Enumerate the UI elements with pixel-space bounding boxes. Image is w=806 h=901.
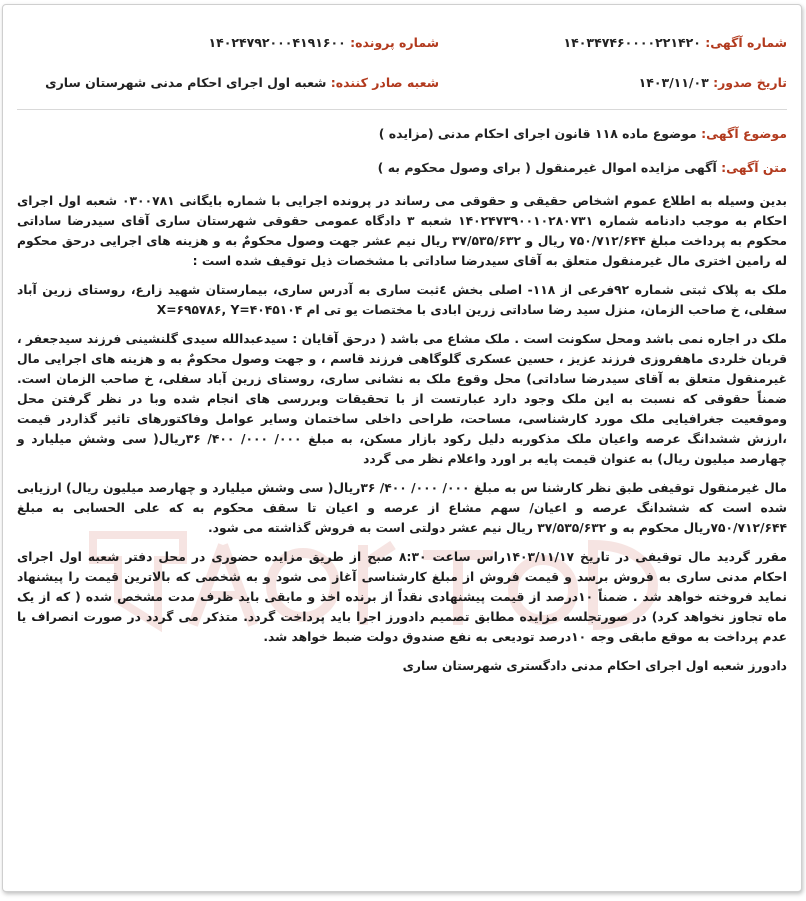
paragraph-status: ملک در اجاره نمی باشد ومحل سکونت است . ملک مشاع می باشد ( درحق آقایان : سیدعبدالله سیدی گلنشینی فرزند سیدجعفر ، قربان خلردی ماهفروزی فرزند عزیز ، حسین عسکری گلوگاهی فرزند قاسم ، و جهت وصول محکومٌ به و هزینه های اجرایی مال غیرمنقول متعلق به آقای سیدرضا ساداتی) محل وقوع ملک به نشانی ساری، روستای زرین آباد سفلی، خ صاحب الزمان است. ضمناً حقوقی که نسبت به این ملک وجود دارد عبارتست از با تحقیقات وبررسی های انجام شده وبا در نظر گرفتن محل وموقعیت جغرافیایی ملک مورد کارشناسی، مساحت، طراحی داخلی ساختمان وسایر عوامل وفاکتورهای تاثیر گذاردر قیمت ،ارزش ششدانگ عرصه واعیان ملک مذکوربه دلیل رکود بازار مسکن، به مبلغ ۰۰۰/ ۰۰۰/ ۴۰۰/ ۳۶ریال( سی وشش میلیارد و چهارصد میلیون ریال) به عنوان قیمت پایه بر اورد واعلام نظر می گردد: [17, 332, 787, 466]
subject: [379, 126, 787, 141]
notice-body: [17, 191, 787, 685]
issue-date: [639, 75, 787, 90]
notice-number: [564, 35, 787, 50]
notice-text-title: [378, 160, 787, 175]
paragraph-signature: دادورز شعبه اول اجرای احکام مدنی دادگستری شهرستان ساری: [402, 659, 787, 673]
issuer-label: شعبه صادر کننده:: [330, 75, 439, 90]
issue-date-label: تاریخ صدور:: [713, 75, 787, 90]
paragraph-intro: بدین وسیله به اطلاع عموم اشخاص حقیقی و حقوقی می رساند در پرونده اجرایی با شماره بایگانی ۰۳۰۰۷۸۱ شعبه اول اجرای احکام به موجب دادنامه شماره ۱۴۰۲۴۷۳۹۰۰۱۰۲۸۰۷۳۱ شعبه ۳ دادگاه عمومی حقوقی شهرستان ساری آقای سیدرضا ساداتی محکوم به پرداخت مبلغ ۷۵۰/۷۱۲/۶۴۴ ریال و ۳۷/۵۳۵/۶۳۲ ریال نیم عشر جهت وصول محکومٌ به و هزینه های اجرایی درحق محکوم له رامین اختری مال غیرمنقول متعلق به آقای سیدرضا ساداتی با مشخصات ذیل توقیف شده است :: [17, 194, 787, 268]
paragraph-valuation: مال غیرمنقول توقیفی طبق نظر کارشنا س به مبلغ ۰۰۰/ ۰۰۰/ ۴۰۰/ ۳۶ریال( سی وشش میلیارد و چهارصد میلیون ریال) ارزیابی شده است که ششدانگ عرصه و اعیان/ سهم مشاع از عرصه و اعیان تا سقف محکوم به که علی الحسابی به مبلغ ۷۵۰/۷۱۲/۶۴۴ریال محکوم به و ۳۷/۵۳۵/۶۳۲ ریال نیم عشر دولتی است به فروش گذاشته می شود.: [17, 481, 787, 535]
issuer: [45, 75, 439, 90]
notice-number-value: ۱۴۰۳۴۷۴۶۰۰۰۰۲۲۱۴۲۰: [563, 35, 701, 50]
subject-value: موضوع ماده ۱۱۸ قانون اجرای احکام مدنی (مزایده ): [378, 126, 697, 141]
notice-card: [2, 4, 802, 892]
divider: [17, 109, 787, 110]
paragraph-auction: مقرر گردید مال توقیفی در تاریخ ۱۴۰۳/۱۱/۱۷راس ساعت ۸:۳۰ صبح از طریق مزایده حضوری در محل دفتر شعبه اول اجرای احکام مدنی ساری به فروش برسد و قیمت فروش از مبلغ کارشناسی آغاز می شود و به شخصی که بالاترین قیمت را پیشنهاد نماید فروخته خواهد شد . ضمناً ۱۰درصد از قیمت پیشنهادی نقداً از برنده اخذ و مابقی باید ظرف مدت مشخص شده ( که از یک ماه تجاوز نخواهد کرد) در صورتجلسه مزایده مطابق تصمیم دادورز اجرا باید پرداخت گردد. متذکر می گردد در صورت انصراف یا عدم پرداخت به موقع مابقی وجه ۱۰درصد تودیعی به نفع صندوق دولت ضبط خواهد شد.: [17, 550, 787, 644]
case-number: [208, 35, 439, 50]
notice-number-label: شماره آگهی:: [705, 35, 787, 50]
notice-text-heading: آگهی مزایده اموال غیرمنقول ( برای وصول محکوم به ): [377, 160, 717, 175]
issuer-value: شعبه اول اجرای احکام مدنی شهرستان ساری: [45, 75, 327, 90]
case-number-label: شماره پرونده:: [350, 35, 439, 50]
subject-label: موضوع آگهی:: [701, 126, 787, 141]
paragraph-property: ملک به پلاک ثبتی شماره ۹۲فرعی از ۱۱۸- اصلی بخش ٤ثبت ساری به آدرس ساری، بیمارستان شهید زارع، روستای زرین آباد سفلی، خ صاحب الزمان، منزل سید رضا ساداتی زرین ابادی با مختصات یو تی ام X=۶۹۵۷۸۶, Y=۴۰۴۵۱۰۴: [17, 283, 788, 317]
case-number-value: ۱۴۰۲۴۷۹۲۰۰۰۴۱۹۱۶۰۰: [208, 35, 346, 50]
issue-date-value: ۱۴۰۳/۱۱/۰۳: [638, 75, 709, 90]
notice-text-label: متن آگهی:: [721, 160, 787, 175]
